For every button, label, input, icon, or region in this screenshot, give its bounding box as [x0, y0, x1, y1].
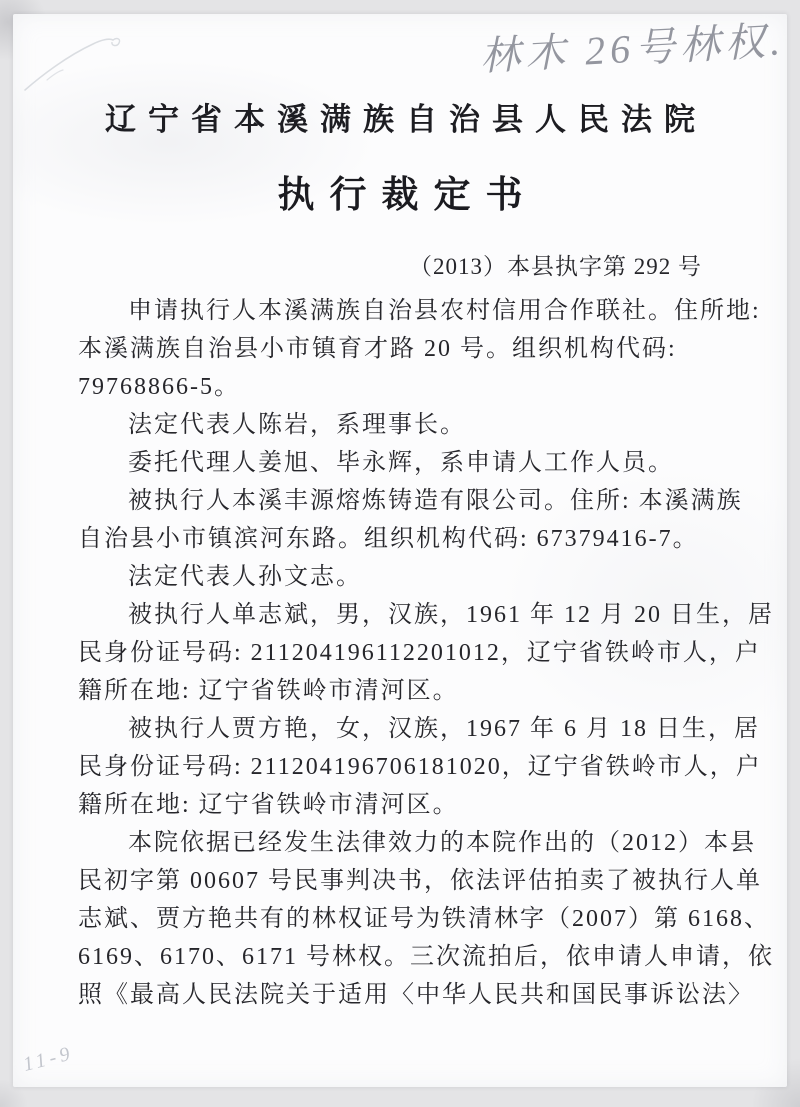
body-line: 民身份证号码: 211204196112201012，辽宁省铁岭市人，户 [78, 640, 761, 666]
document-page [13, 14, 787, 1087]
body-line: 本院依据已经发生法律效力的本院作出的（2012）本县 [128, 830, 756, 856]
handwritten-annotation-bottom: 11-9 [20, 1042, 76, 1076]
pencil-scribble-mark [17, 28, 127, 98]
body-line: 申请执行人本溪满族自治县农村信用合作联社。住所地: [128, 298, 761, 324]
body-line: 籍所在地: 辽宁省铁岭市清河区。 [78, 678, 459, 704]
body-line: 法定代表人陈岩，系理事长。 [128, 412, 466, 438]
body-line: 本溪满族自治县小市镇育才路 20 号。组织机构代码: [78, 336, 677, 362]
body-line: 志斌、贾方艳共有的林权证号为铁清林字（2007）第 6168、 [78, 906, 770, 932]
case-number: （2013）本县执字第 292 号 [409, 254, 702, 279]
body-line: 籍所在地: 辽宁省铁岭市清河区。 [78, 792, 459, 818]
document-body [78, 292, 774, 1014]
handwritten-annotation-top: 林木 26号林权. [479, 18, 786, 79]
body-line: 被执行人单志斌，男，汉族，1961 年 12 月 20 日生，居 [128, 602, 774, 628]
body-line: 自治县小市镇滨河东路。组织机构代码: 67379416-7。 [78, 526, 699, 552]
document-title-heading: 执行裁定书 [277, 175, 538, 216]
body-line: 79768866-5。 [78, 374, 240, 400]
body-line: 民初字第 00607 号民事判决书，依法评估拍卖了被执行人单 [78, 868, 762, 894]
body-line: 照《最高人民法院关于适用〈中华人民共和国民事诉讼法〉 [78, 982, 754, 1008]
court-name-heading: 辽宁省本溪满族自治县人民法院 [105, 102, 707, 137]
body-line: 民身份证号码: 211204196706181020，辽宁省铁岭市人，户 [78, 754, 762, 780]
body-line: 被执行人贾方艳，女，汉族，1967 年 6 月 18 日生，居 [128, 716, 760, 742]
body-line: 委托代理人姜旭、毕永辉，系申请人工作人员。 [128, 450, 674, 476]
body-line: 被执行人本溪丰源熔炼铸造有限公司。住所: 本溪满族 [128, 488, 743, 514]
body-line: 法定代表人孙文志。 [128, 564, 362, 590]
body-line: 6169、6170、6171 号林权。三次流拍后，依申请人申请，依 [78, 944, 774, 970]
